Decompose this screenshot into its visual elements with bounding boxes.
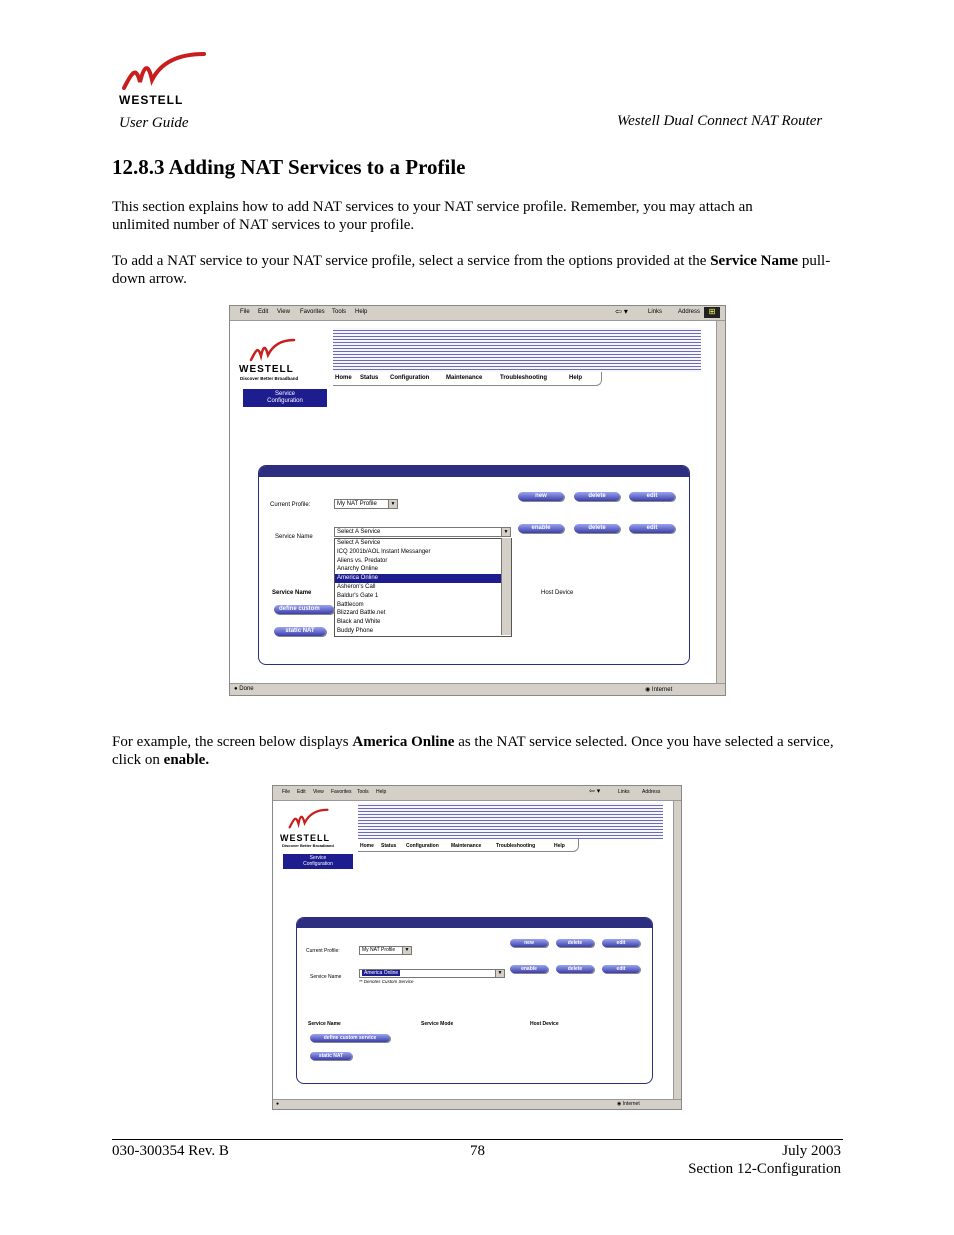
header-stripes <box>358 803 663 839</box>
edit-profile-button[interactable]: edit <box>602 939 640 947</box>
status-page-icon: ● <box>276 1101 280 1107</box>
selected-service-value: America Online <box>364 970 399 976</box>
windows-flag-icon: ⊞ <box>704 307 720 318</box>
router-logo-text: WESTELL <box>239 364 294 375</box>
menu-edit[interactable]: Edit <box>297 789 306 795</box>
nav-configuration[interactable]: Configuration <box>406 843 439 849</box>
browser-screenshot-2 <box>272 785 682 1110</box>
header-product-name: Westell Dual Connect NAT Router <box>617 113 823 129</box>
address-label: Address <box>642 789 661 795</box>
header-stripes <box>333 328 701 372</box>
menu-help[interactable]: Help <box>376 789 387 795</box>
browser-screenshot-1 <box>229 305 726 696</box>
current-profile-select[interactable]: My NAT Profile ▼ <box>334 499 398 509</box>
browser-statusbar <box>230 683 725 695</box>
new-profile-button[interactable]: new <box>510 939 548 947</box>
menu-file[interactable]: File <box>282 789 291 795</box>
service-option[interactable]: Select A Service <box>337 540 381 546</box>
router-logo-mark <box>287 808 331 830</box>
back-arrow-icon[interactable]: ⇦ ▾ <box>615 307 628 316</box>
service-name-label: Service Name <box>275 534 313 540</box>
service-name-column-header: Service Name <box>308 1021 341 1027</box>
service-name-column-header: Service Name <box>272 590 312 596</box>
footer-section: Section 12-Configuration <box>688 1161 841 1177</box>
menu-tools[interactable]: Tools <box>357 789 369 795</box>
section-title: 12.8.3 Adding NAT Services to a Profile <box>112 155 466 179</box>
panel-header-bar <box>297 918 652 928</box>
service-option[interactable]: Blizzard Battle.net <box>337 610 386 617</box>
nav-home[interactable]: Home <box>335 375 352 381</box>
menu-favorites[interactable]: Favorites <box>331 789 352 795</box>
service-option[interactable]: Battlecom <box>337 601 364 608</box>
status-done: ● Done <box>234 686 254 692</box>
service-option[interactable]: Buddy Phone <box>337 627 374 634</box>
nav-maintenance[interactable]: Maintenance <box>446 375 483 381</box>
service-option[interactable]: Aliens vs. Predator <box>337 557 388 564</box>
host-device-column-header: Host Device <box>530 1021 559 1027</box>
service-name-select[interactable]: Select A Service ▼ <box>334 527 511 537</box>
instruction-paragraph: To add a NAT service to your NAT service profile, select a service from the options provided at the Service Name pull-down arrow. <box>112 253 831 287</box>
nav-troubleshooting[interactable]: Troubleshooting <box>500 375 547 381</box>
service-option[interactable]: Asheron's Call <box>337 583 376 590</box>
router-tagline: Discover Better Broadband <box>282 843 334 848</box>
list-scrollbar[interactable] <box>501 538 511 635</box>
address-label: Address <box>678 309 701 315</box>
edit-profile-button[interactable]: edit <box>629 492 675 501</box>
enable-emphasis: enable. <box>163 752 210 768</box>
current-profile-label: Current Profile: <box>306 948 340 954</box>
menu-tools[interactable]: Tools <box>332 309 347 315</box>
service-name-label: Service Name <box>310 974 342 980</box>
service-option[interactable]: Baldur's Gate 1 <box>337 592 379 599</box>
status-zone: ◉ Internet <box>645 687 673 693</box>
service-mode-column-header: Service Mode <box>421 1021 454 1027</box>
nav-home[interactable]: Home <box>360 843 374 849</box>
section-indicator: Service Configuration <box>243 389 327 407</box>
service-option[interactable]: Anarchy Online <box>337 566 379 573</box>
page-scrollbar[interactable] <box>716 321 725 683</box>
delete-service-button[interactable]: delete <box>556 965 594 973</box>
delete-service-button[interactable]: delete <box>574 524 620 533</box>
westell-logo-mark <box>118 52 208 92</box>
new-profile-button[interactable]: new <box>518 492 564 501</box>
service-name-emphasis: Service Name <box>710 253 799 269</box>
nav-configuration[interactable]: Configuration <box>390 375 430 381</box>
links-label[interactable]: Links <box>618 789 630 795</box>
edit-service-button[interactable]: edit <box>629 524 675 533</box>
menu-favorites[interactable]: Favorites <box>300 309 325 315</box>
america-online-emphasis: America Online <box>352 734 455 750</box>
nav-status[interactable]: Status <box>381 843 397 849</box>
example-paragraph: For example, the screen below displays America Online as the NAT service selected. Once you have selected a service, click on enable. <box>112 734 834 768</box>
nav-status[interactable]: Status <box>360 375 379 381</box>
footer-doc-number: 030-300354 Rev. B <box>112 1143 229 1159</box>
footer-page-number: 78 <box>470 1143 485 1159</box>
westell-logo-text: WESTELL <box>119 93 184 107</box>
current-profile-label: Current Profile: <box>270 502 311 508</box>
define-custom-service-button[interactable]: define custom service <box>310 1034 390 1042</box>
nav-troubleshooting[interactable]: Troubleshooting <box>496 843 536 849</box>
page-scrollbar[interactable] <box>673 801 681 1099</box>
nav-maintenance[interactable]: Maintenance <box>451 843 482 849</box>
edit-service-button[interactable]: edit <box>602 965 640 973</box>
status-zone: ◉ Internet <box>617 1101 640 1107</box>
menu-help[interactable]: Help <box>355 309 368 315</box>
current-profile-select[interactable]: My NAT Profile ▼ <box>359 946 412 955</box>
router-logo-mark <box>248 338 298 363</box>
host-device-column-header: Host Device <box>541 590 574 596</box>
footer-date: July 2003 <box>782 1143 841 1159</box>
browser-menubar <box>230 306 725 321</box>
browser-menubar <box>273 786 681 801</box>
service-options-list[interactable] <box>334 538 512 637</box>
service-option[interactable]: ICQ 2001b/AOL Instant Messanger <box>337 548 431 555</box>
delete-profile-button[interactable]: delete <box>574 492 620 501</box>
service-option-selected[interactable]: America Online <box>335 574 511 583</box>
nav-help[interactable]: Help <box>569 375 583 381</box>
menu-view[interactable]: View <box>277 309 290 315</box>
menu-file[interactable]: File <box>240 309 250 315</box>
enable-service-button[interactable]: enable <box>518 524 564 533</box>
static-nat-button[interactable]: static NAT <box>274 627 326 636</box>
header-user-guide: User Guide <box>119 115 189 131</box>
back-arrow-icon[interactable]: ⇦ ▾ <box>589 788 601 795</box>
static-nat-button[interactable]: static NAT <box>310 1052 352 1060</box>
router-logo-text: WESTELL <box>280 833 330 843</box>
menu-edit[interactable]: Edit <box>258 309 269 315</box>
service-option[interactable]: Black and White <box>337 619 381 626</box>
service-name-select[interactable]: America Online ▼ <box>359 969 505 978</box>
panel-header-bar <box>259 466 689 477</box>
links-label[interactable]: Links <box>648 309 663 315</box>
nav-help[interactable]: Help <box>554 843 565 849</box>
footer-rule <box>112 1139 843 1140</box>
browser-statusbar <box>273 1099 681 1109</box>
intro-paragraph: This section explains how to add NAT services to your NAT service profile. Remember, you may attach an unlimited number of NAT services to your profile. <box>112 199 753 233</box>
menu-view[interactable]: View <box>313 789 324 795</box>
define-custom-service-button[interactable]: define custom <box>274 605 334 614</box>
section-indicator: Service Configuration <box>283 854 353 869</box>
router-tagline: Discover Better Broadband <box>240 376 299 381</box>
custom-service-note: ** Denotes Custom Service <box>359 979 414 984</box>
delete-profile-button[interactable]: delete <box>556 939 594 947</box>
enable-service-button[interactable]: enable <box>510 965 548 973</box>
